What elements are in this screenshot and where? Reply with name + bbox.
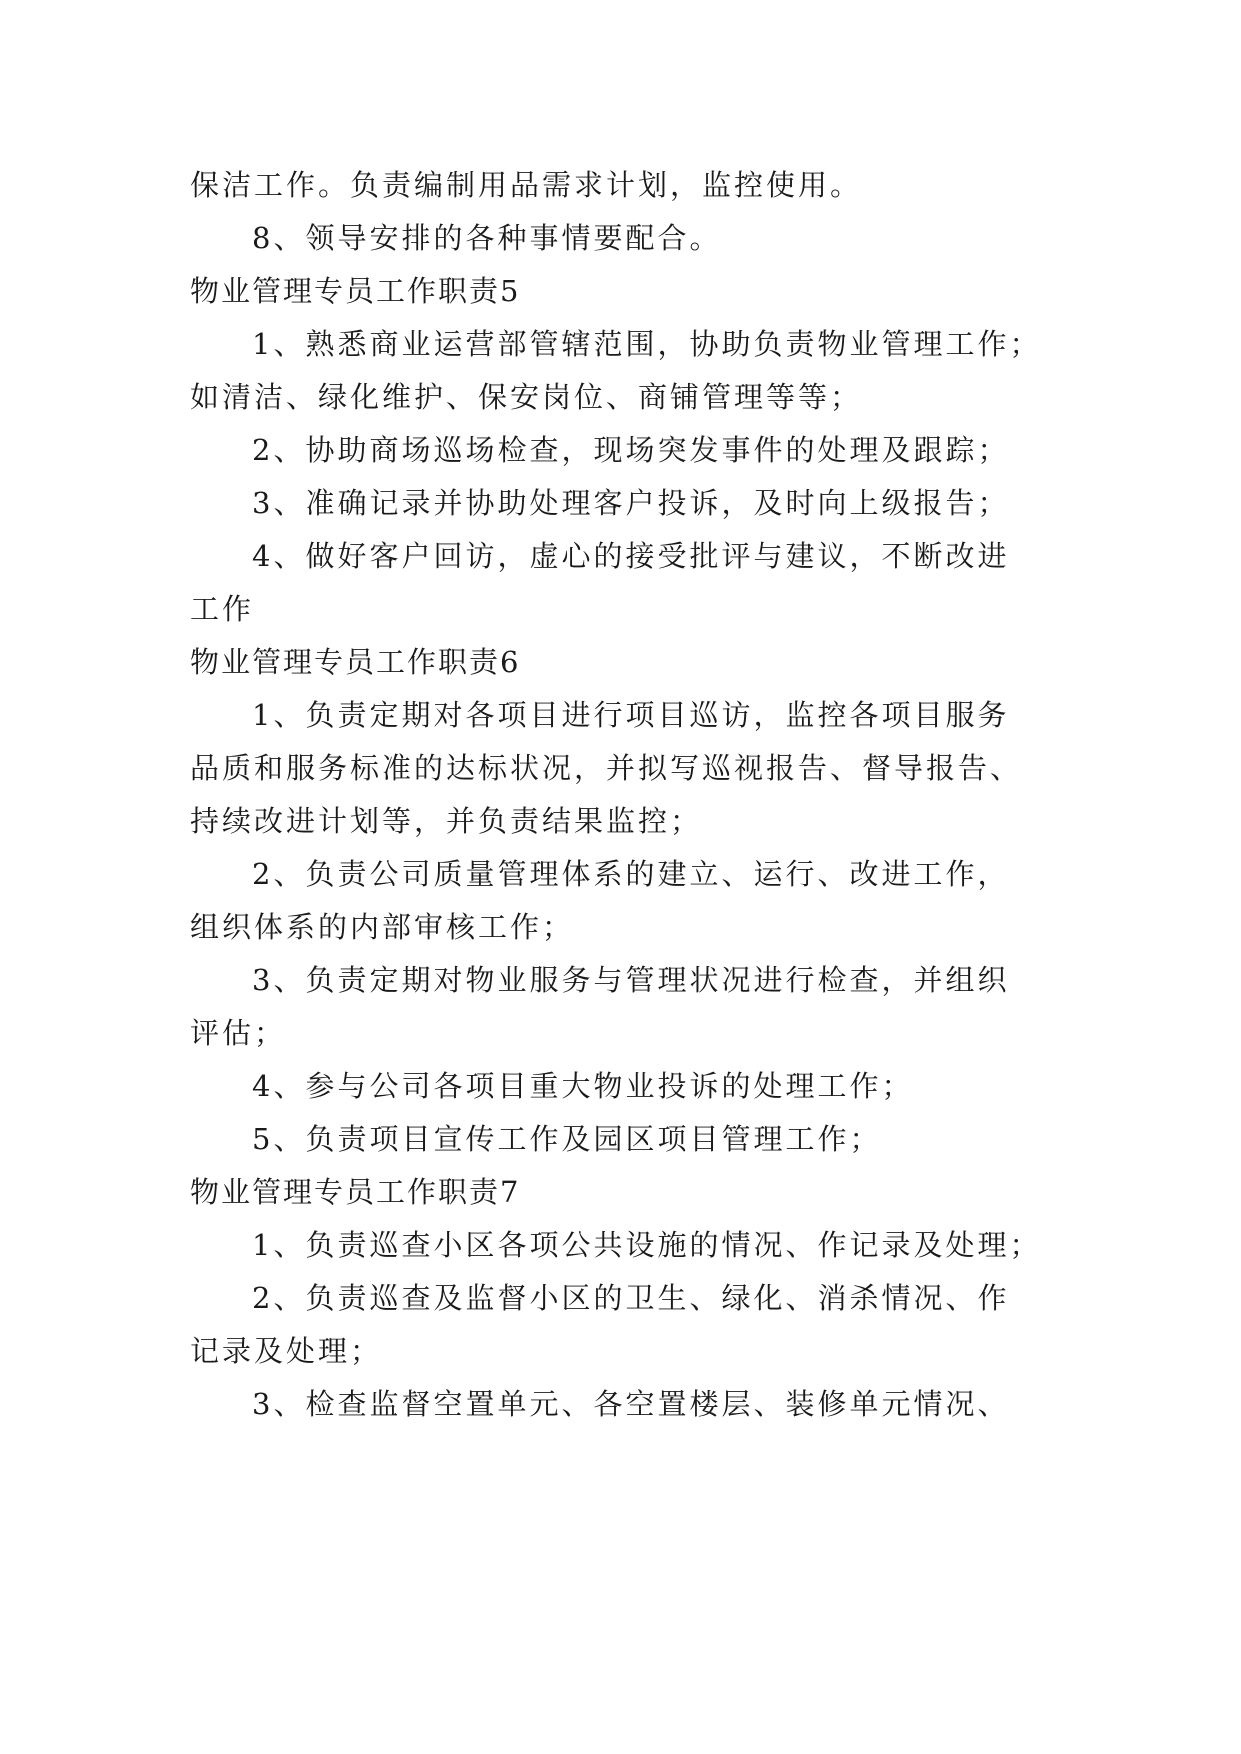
paragraph-line: 保洁工作。负责编制用品需求计划，监控使用。 (190, 168, 863, 202)
list-item: 2、负责公司质量管理体系的建立、运行、改进工作， (252, 857, 1010, 891)
list-item: 1、熟悉商业运营部管辖范围，协助负责物业管理工作； (252, 327, 1042, 361)
list-item: 3、检查监督空置单元、各空置楼层、装修单元情况、 (252, 1387, 1010, 1421)
list-item: 5、负责项目宣传工作及园区项目管理工作； (252, 1122, 882, 1156)
list-item: 3、负责定期对物业服务与管理状况进行检查，并组织 (252, 963, 1010, 997)
paragraph-line: 如清洁、绿化维护、保安岗位、商铺管理等等； (190, 380, 863, 414)
paragraph-line: 工作 (190, 592, 255, 626)
paragraph-line: 评估； (190, 1016, 287, 1050)
paragraph-line: 持续改进计划等，并负责结果监控； (190, 804, 703, 838)
list-item: 4、做好客户回访，虚心的接受批评与建议，不断改进 (252, 539, 1010, 573)
paragraph-line: 组织体系的内部审核工作； (190, 910, 575, 944)
section-heading: 物业管理专员工作职责7 (190, 1175, 521, 1209)
list-item: 1、负责定期对各项目进行项目巡访，监控各项目服务 (252, 698, 1010, 732)
list-item: 4、参与公司各项目重大物业投诉的处理工作； (252, 1069, 914, 1103)
list-item: 3、准确记录并协助处理客户投诉，及时向上级报告； (252, 486, 1010, 520)
section-heading: 物业管理专员工作职责5 (190, 274, 521, 308)
list-item: 1、负责巡查小区各项公共设施的情况、作记录及处理； (252, 1228, 1042, 1262)
list-item: 2、负责巡查及监督小区的卫生、绿化、消杀情况、作 (252, 1281, 1010, 1315)
list-item: 8、领导安排的各种事情要配合。 (252, 221, 722, 255)
section-heading: 物业管理专员工作职责6 (190, 645, 521, 679)
paragraph-line: 记录及处理； (190, 1334, 383, 1368)
list-item: 2、协助商场巡场检查，现场突发事件的处理及跟踪； (252, 433, 1010, 467)
paragraph-line: 品质和服务标准的达标状况，并拟写巡视报告、督导报告、 (190, 751, 1023, 785)
